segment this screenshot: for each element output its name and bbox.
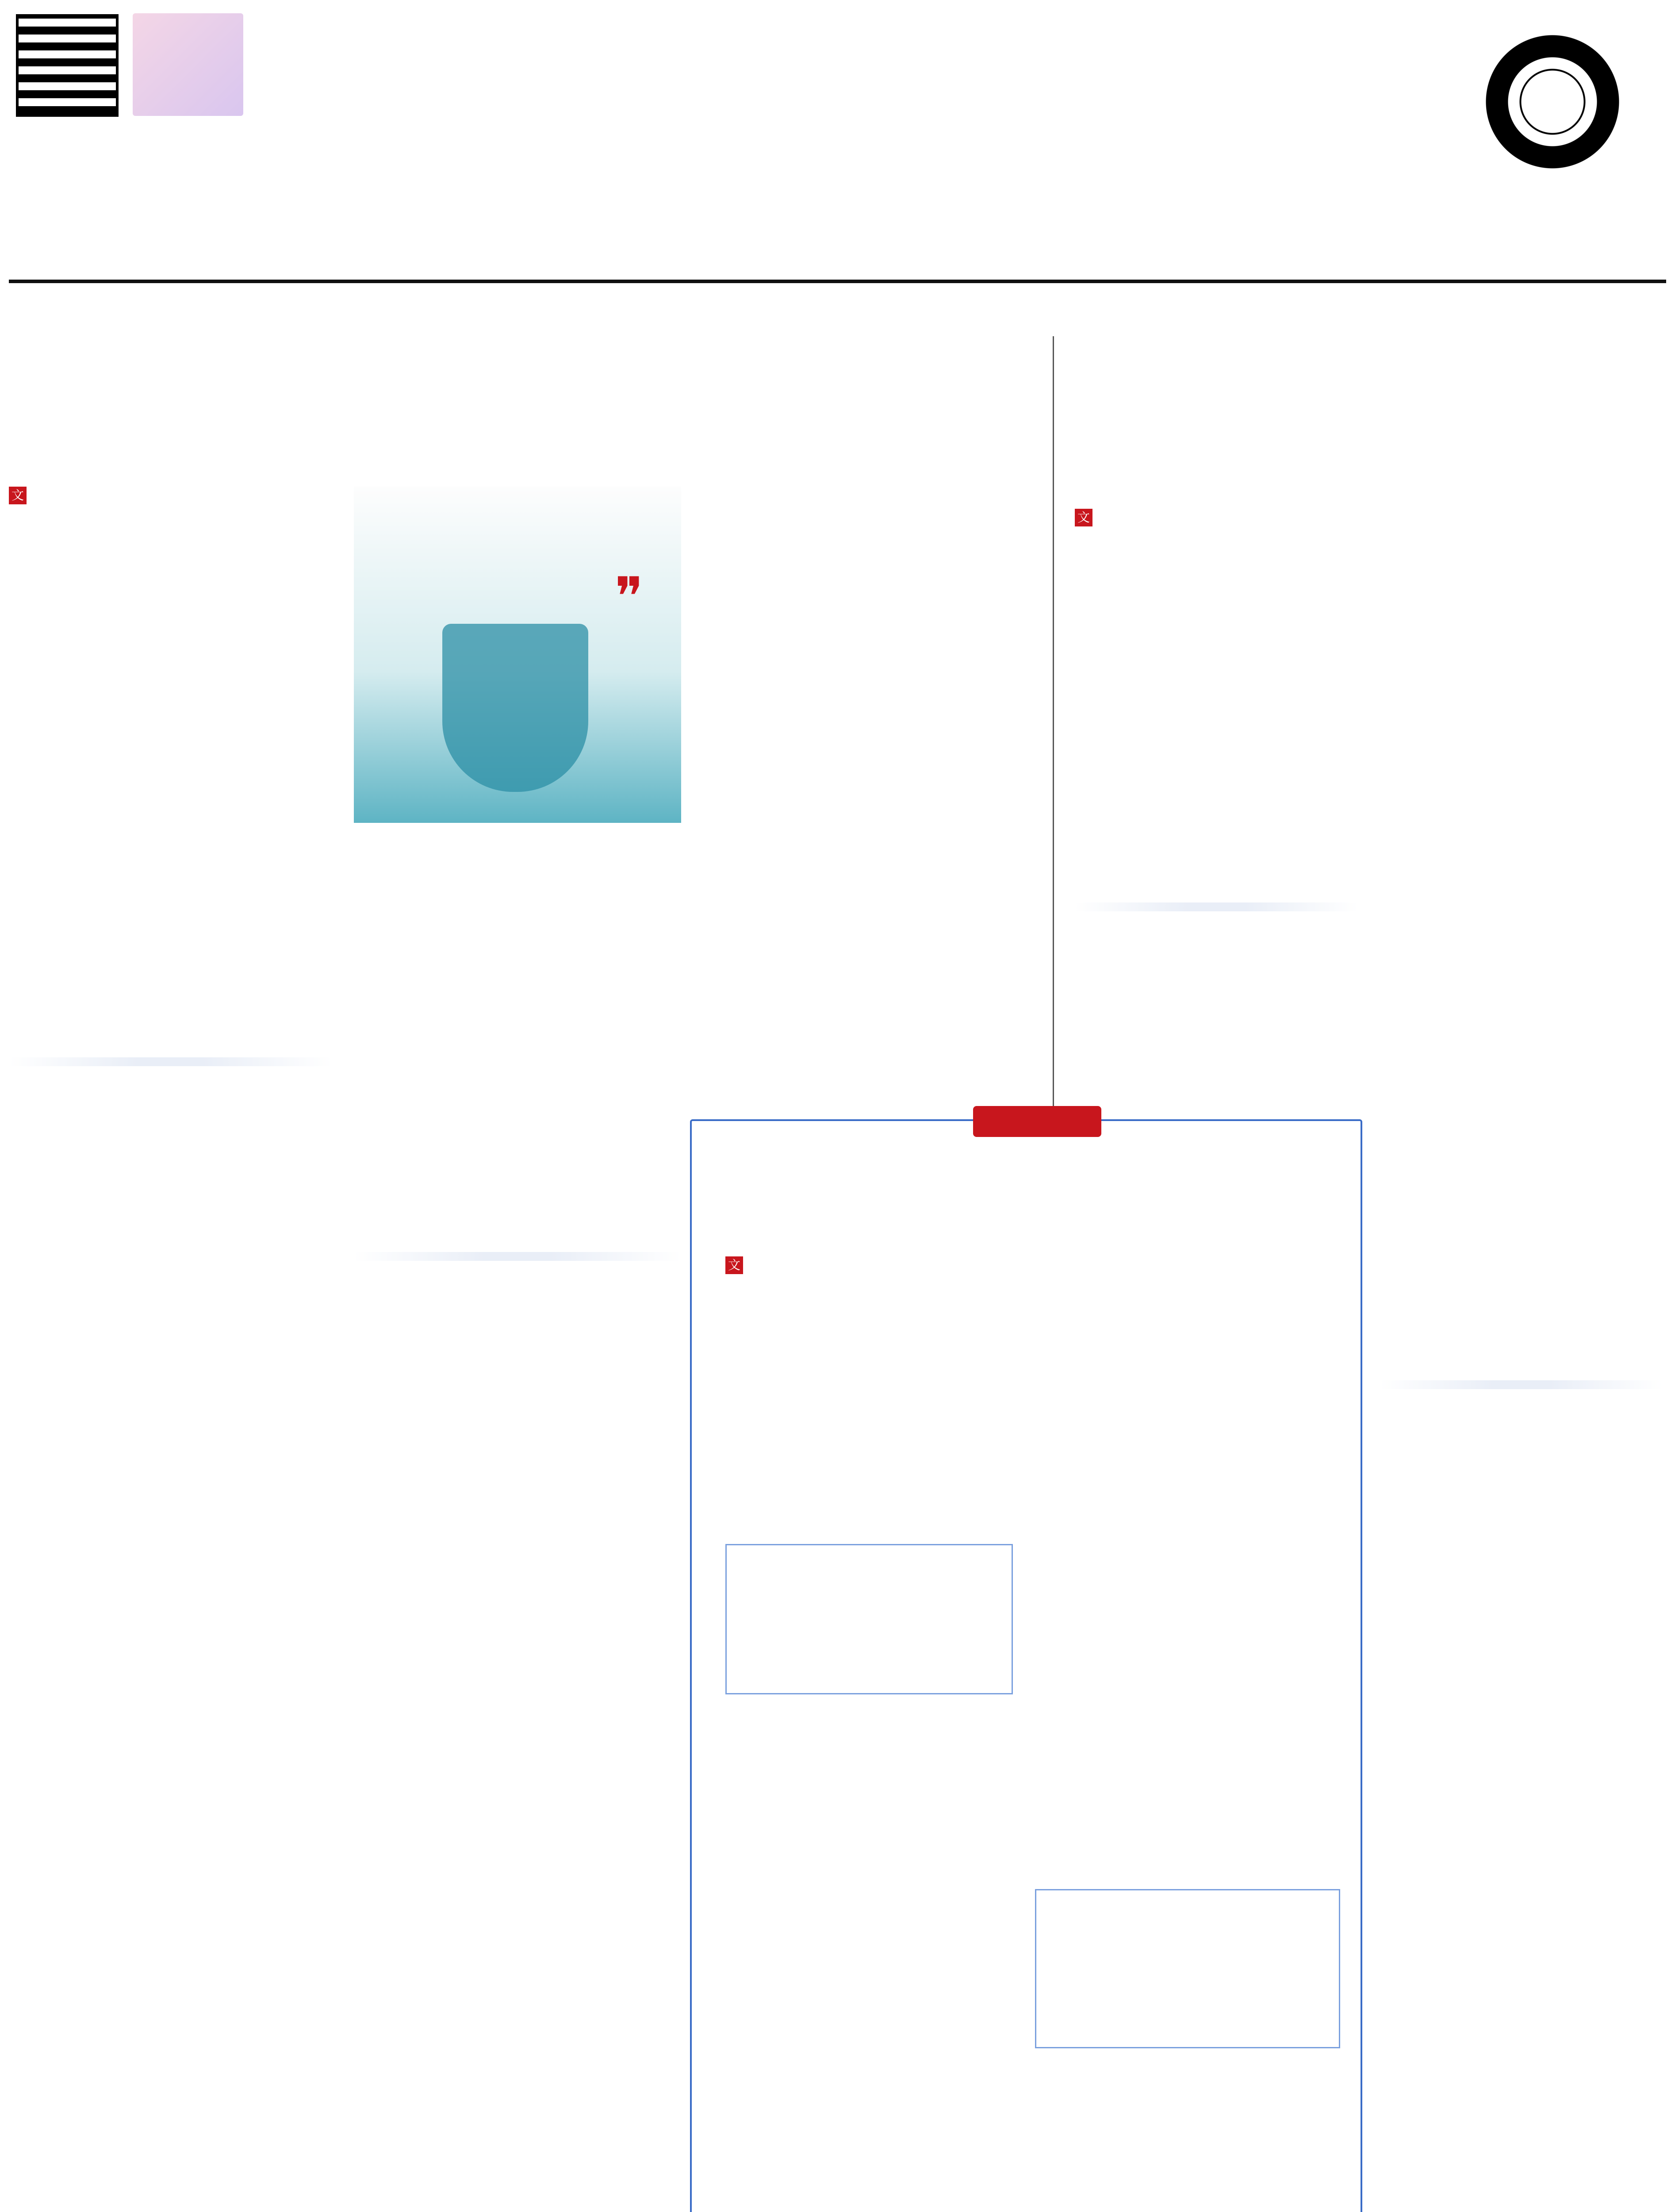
masthead-rule	[9, 280, 1666, 283]
promo-image	[133, 13, 243, 116]
pullquote-image	[354, 487, 681, 823]
article1-col3	[703, 487, 1031, 1102]
article2-col1b	[1075, 951, 1358, 1110]
article2-col2	[1380, 509, 1663, 1358]
wen-badge: 文	[725, 1256, 743, 1274]
box3	[1035, 1889, 1340, 2048]
subhead-a1-2	[354, 1252, 681, 1261]
article3-col1	[725, 1305, 1013, 1535]
article1-col1	[9, 531, 332, 1026]
byline-article3	[725, 1256, 947, 1274]
wen-badge: 文	[1075, 509, 1092, 526]
article1-col1b	[9, 1106, 332, 2212]
article1-col2b	[354, 1301, 681, 2212]
article3-col1b	[725, 1708, 1013, 2212]
article3-col2b	[1035, 2062, 1265, 2212]
byline-article1	[9, 487, 318, 504]
kicker-badge	[973, 1106, 1101, 1137]
article1-col2	[354, 832, 681, 1248]
article2-col2b	[1380, 1429, 1663, 2212]
subhead-a2-2	[1380, 1380, 1663, 1389]
shield-icon	[442, 624, 588, 792]
mini-program-qr[interactable]	[1473, 18, 1632, 186]
article2-col1	[1075, 553, 1358, 872]
qr-code-left[interactable]	[16, 14, 119, 117]
quote-icon: ❞	[615, 566, 644, 628]
byline-article2	[1075, 509, 1384, 526]
subhead-a2-1	[1075, 902, 1358, 911]
subhead-a1-1	[9, 1057, 332, 1066]
column-divider	[1053, 336, 1054, 1106]
box1	[725, 1544, 1013, 1694]
article3-col2	[1035, 1305, 1340, 1880]
wen-badge: 文	[9, 487, 27, 504]
